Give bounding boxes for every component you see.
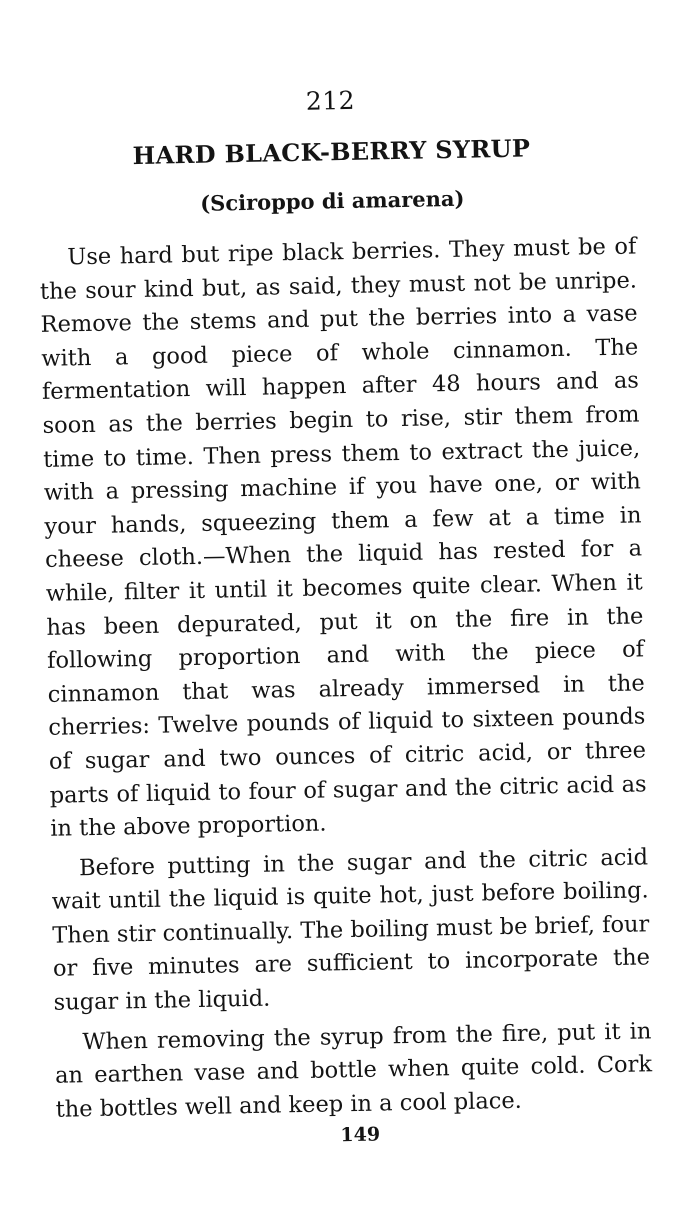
paragraph-boiling: Before putting in the sugar and the citric acid wait until the liquid is quite hot, just before boiling. Then stir continually. The boiling must be brief, four or five minutes are sufficient to incorporate the sugar in the liquid. bbox=[51, 844, 651, 1016]
paragraph-instructions: Use hard but ripe black berries. They must be of the sour kind but, as said, they must not be unripe. Remove the stems and put the berries into a vase with a good piece of whole cinnamon. The fermentation will happen after 48 hours and as soon as the berries begin to rise, stir them from time to time. Then press them to extract the juice, with a pressing machine if you have one, or with your hands, squeezing them a few at a time in cheese cloth.—When the liquid has rested for a while, filter it until it becomes quite clear. When it has been depurated, put it on the fire in the following proportion and with the piece of cinnamon that was already immersed in the cherries: Twelve pounds of liquid to sixteen pounds of sugar and two ounces of citric acid, or three parts of liquid to four of sugar and the citric acid as in the above proportion. bbox=[39, 233, 647, 842]
recipe-body bbox=[39, 230, 653, 1127]
recipe-number: 212 bbox=[305, 85, 356, 116]
recipe-title: HARD BLACK-BERRY SYRUP bbox=[132, 133, 531, 171]
paragraph-bottling: When removing the syrup from the fire, put it in an earthen vase and bottle when quite cold. Cork the bottles well and keep in a cool place. bbox=[54, 1017, 653, 1123]
page-number: 149 bbox=[340, 1123, 381, 1147]
recipe-subtitle: (Sciroppo di amarena) bbox=[199, 185, 465, 216]
